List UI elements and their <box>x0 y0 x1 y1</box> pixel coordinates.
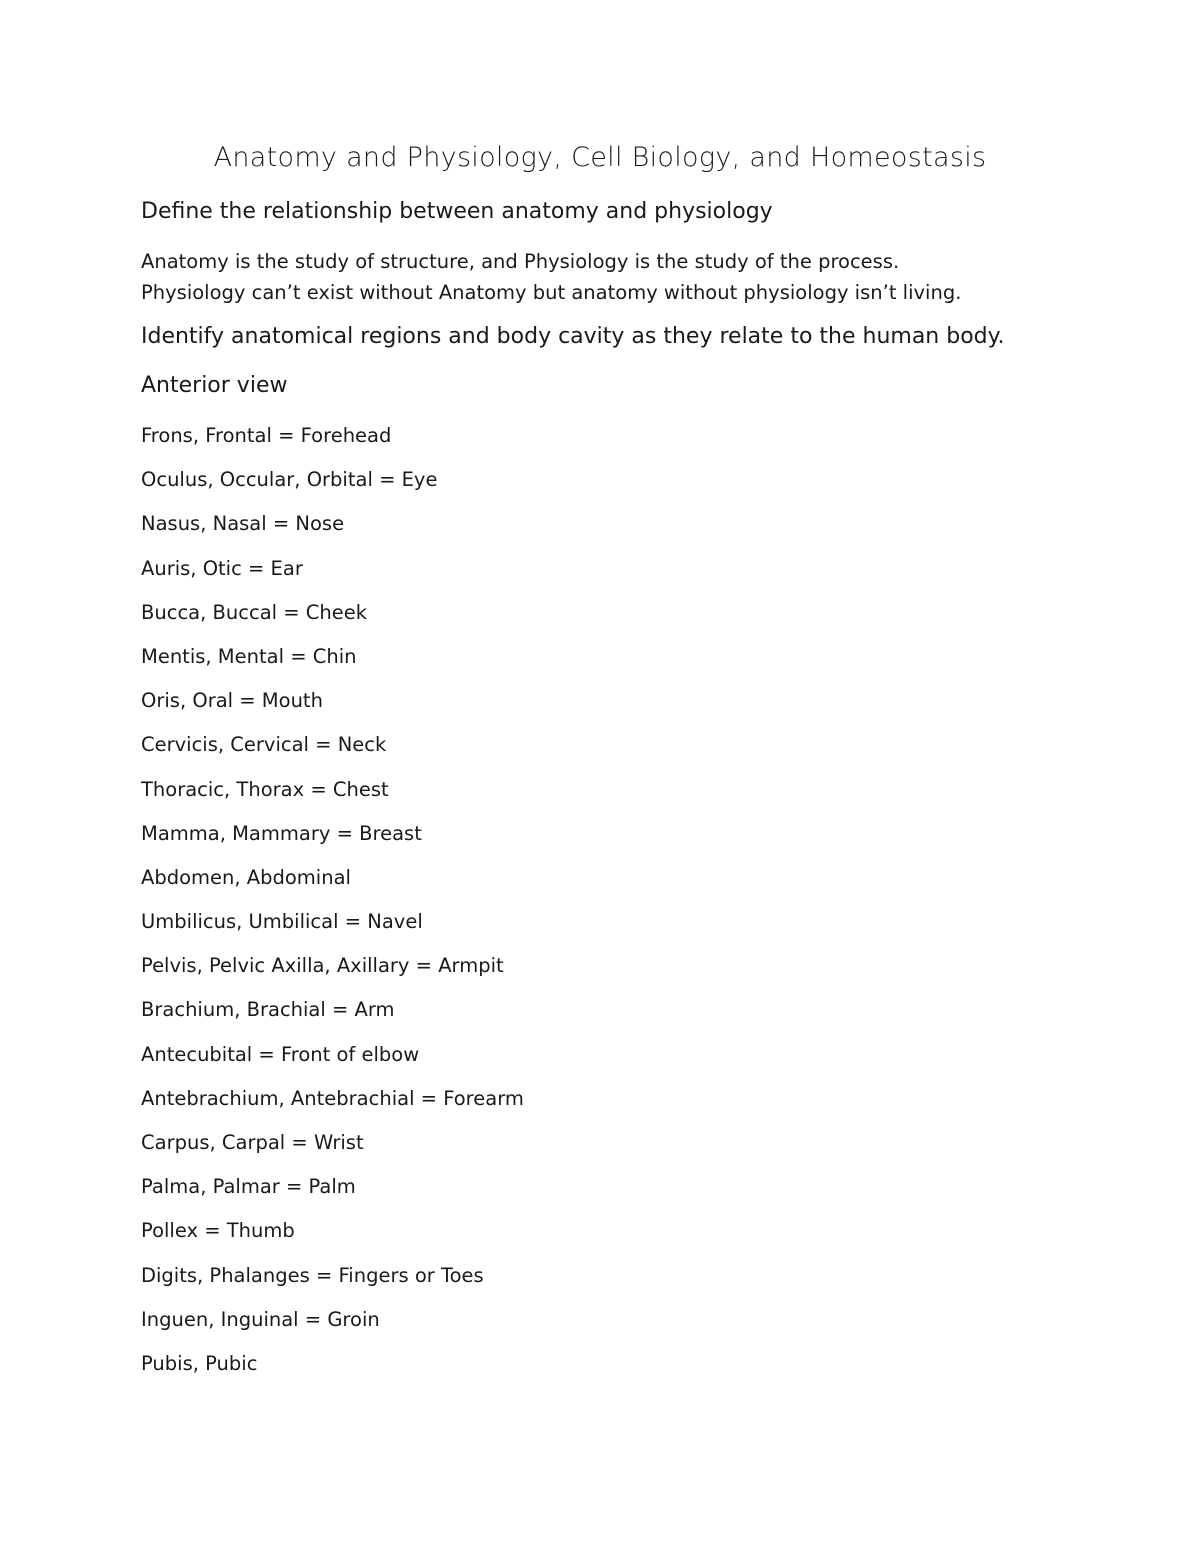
paragraph-line-2: Physiology can’t exist without Anatomy but anatomy without physiology isn’t living. <box>141 281 962 304</box>
list-item: Antecubital = Front of elbow <box>141 1042 420 1066</box>
list-item: Digits, Phalanges = Fingers or Toes <box>141 1263 484 1287</box>
list-item: Carpus, Carpal = Wrist <box>141 1131 364 1154</box>
list-item: Oris, Oral = Mouth <box>141 689 323 713</box>
paragraph-line-1: Anatomy is the study of structure, and Physiology is the study of the process. <box>141 250 900 273</box>
list-item: Umbilicus, Umbilical = Navel <box>141 910 423 934</box>
list-item: Frons, Frontal = Forehead <box>141 424 392 447</box>
list-item: Pubis, Pubic <box>141 1351 258 1375</box>
list-item: Bucca, Buccal = Cheek <box>141 600 368 624</box>
list-item: Inguen, Inguinal = Groin <box>141 1307 380 1331</box>
list-item: Oculus, Occular, Orbital = Eye <box>141 468 438 492</box>
list-item: Abdomen, Abdominal <box>141 865 351 889</box>
list-item: Pelvis, Pelvic Axilla, Axillary = Armpit <box>141 954 504 978</box>
document-title: Anatomy and Physiology, Cell Biology, and Homeostasis <box>213 142 987 173</box>
subsection-heading-anterior-view: Anterior view <box>141 373 288 398</box>
list-item: Mamma, Mammary = Breast <box>141 821 422 845</box>
list-item: Brachium, Brachial = Arm <box>141 998 395 1022</box>
list-item: Thoracic, Thorax = Chest <box>141 777 389 801</box>
list-item: Mentis, Mental = Chin <box>141 644 357 668</box>
section-heading-relationship: Define the relationship between anatomy and physiology <box>141 199 773 224</box>
list-item: Auris, Otic = Ear <box>141 556 303 580</box>
anatomical-terms-list <box>141 421 524 1393</box>
list-item: Pollex = Thumb <box>141 1219 295 1243</box>
list-item: Palma, Palmar = Palm <box>141 1175 356 1199</box>
section-heading-regions: Identify anatomical regions and body cavity as they relate to the human body. <box>141 324 1005 349</box>
list-item: Cervicis, Cervical = Neck <box>141 733 387 757</box>
list-item: Nasus, Nasal = Nose <box>141 512 345 536</box>
list-item: Antebrachium, Antebrachial = Forearm <box>141 1086 524 1110</box>
